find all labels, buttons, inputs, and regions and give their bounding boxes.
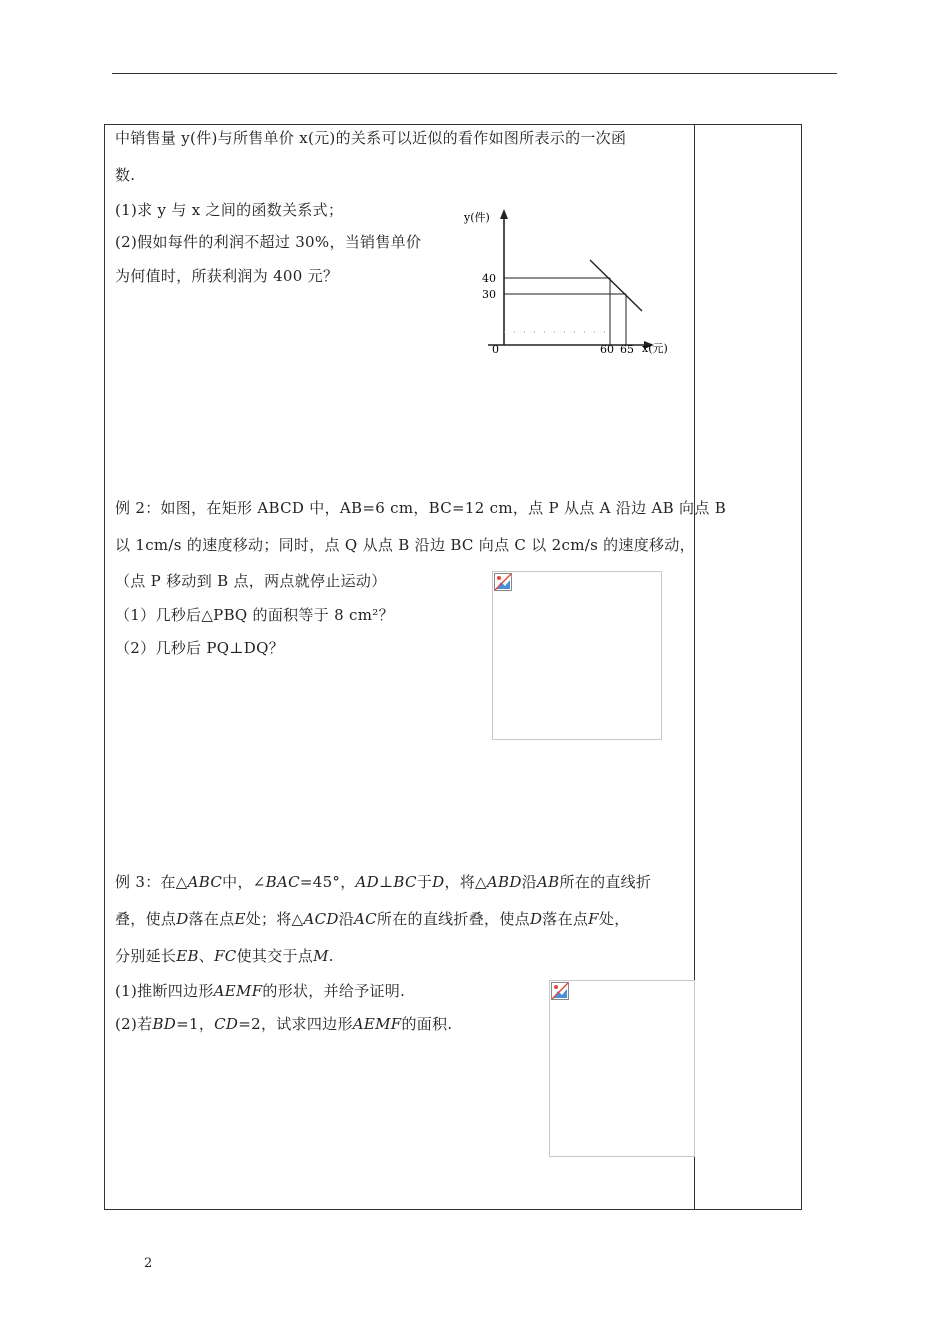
x-axis-label: x(元) [642,342,668,355]
broken-image-icon [494,573,512,591]
page-number: 2 [144,1256,153,1271]
problem1-question1: (1)求 y 与 x 之间的函数关系式； [115,201,344,219]
content-table [104,124,802,1210]
header-rule [112,73,837,74]
y-axis-arrow [500,209,508,219]
example2-line1: 例 2：如图，在矩形 ABCD 中，AB=6 cm，BC=12 cm，点 P 从点 A 沿边 AB 向点 B [115,499,727,517]
x-tick-60: 60 [600,343,614,356]
problem1-line1: 中销售量 y(件)与所售单价 x(元)的关系可以近似的看作如图所表示的一次函 [115,129,627,147]
example2-question2: （2）几秒后 PQ⊥DQ？ [115,639,285,657]
y-tick-30: 30 [482,288,496,301]
problem1-question2-line1: (2)假如每件的利润不超过 30%，当销售单价 [115,233,422,251]
example3-question2: (2)若BD=1，CD=2，试求四边形AEMF的面积. [115,1015,453,1033]
example2-question1: （1）几秒后△PBQ 的面积等于 8 cm²？ [115,606,394,624]
problem1-line2: 数. [115,166,136,184]
example3-line2: 叠，使点D落在点E处；将△ACD沿AC所在的直线折叠，使点D落在点F处， [115,910,630,928]
function-line [590,260,642,311]
example2-line2: 以 1cm/s 的速度移动；同时，点 Q 从点 B 沿边 BC 向点 C 以 2cm/s 的速度移动， [115,536,695,554]
example3-line3: 分别延长EB、FC使其交于点M. [115,947,334,965]
broken-image-icon [551,982,569,1000]
price-sales-graph [458,205,688,360]
origin-label: 0 [492,343,499,356]
y-axis-label: y(件) [464,211,490,224]
example2-figure-placeholder [492,571,662,740]
problem1-question2-line2: 为何值时，所获利润为 400 元？ [115,267,339,285]
example2-line3: （点 P 移动到 B 点，两点就停止运动） [115,572,387,590]
y-tick-40: 40 [482,272,496,285]
x-tick-65: 65 [620,343,634,356]
example3-question1: (1)推断四边形AEMF的形状，并给予证明. [115,982,406,1000]
example3-line1: 例 3：在△ABC中，∠BAC=45°，AD⊥BC于D，将△ABD沿AB所在的直线折 [115,873,652,891]
example3-figure-placeholder [549,980,695,1157]
